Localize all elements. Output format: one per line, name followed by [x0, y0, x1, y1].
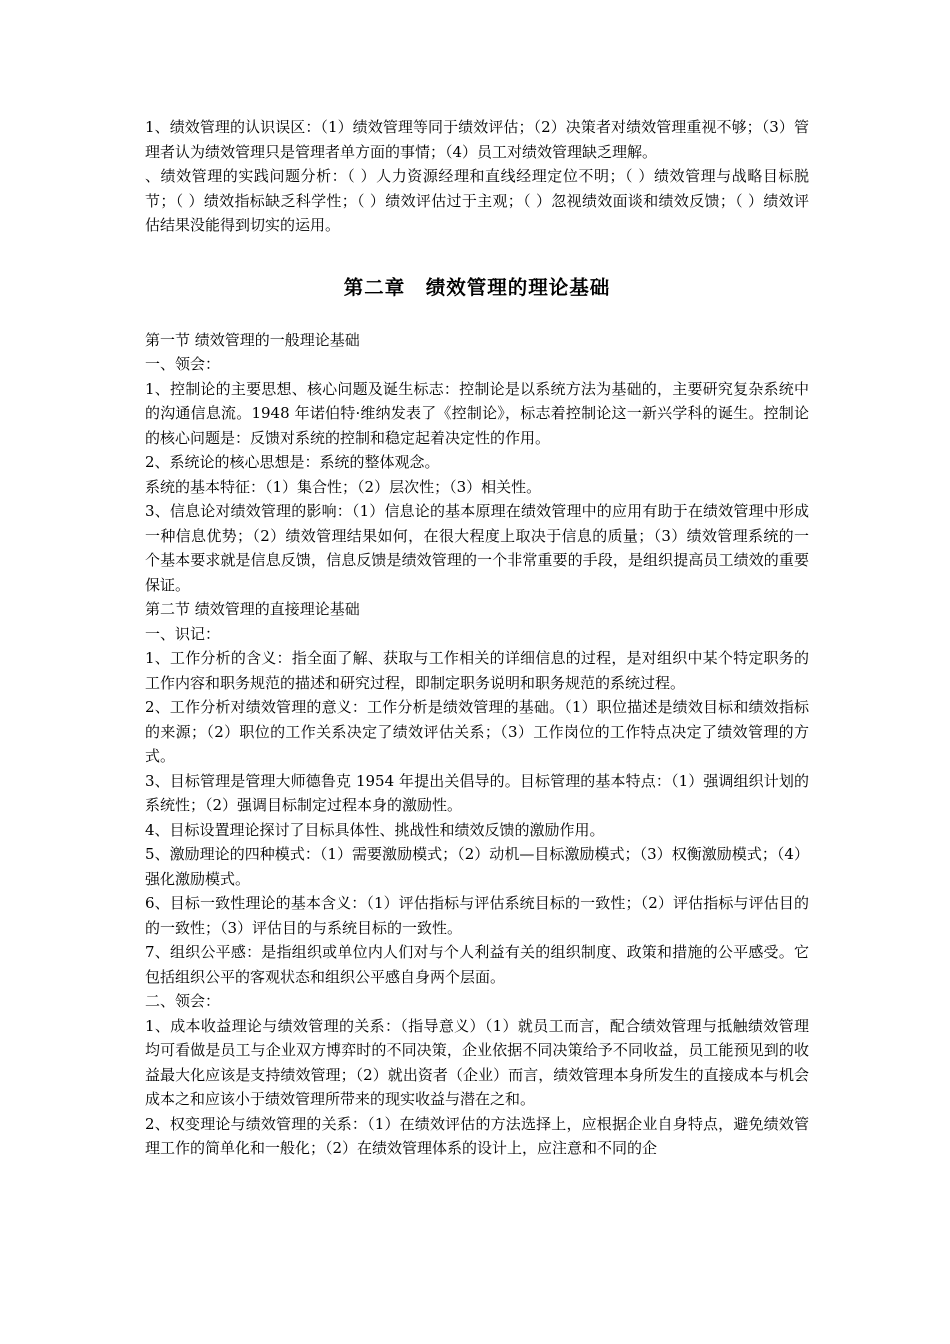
- chapter-title: 第二章 绩效管理的理论基础: [343, 275, 611, 299]
- paragraph: 4、目标设置理论探讨了目标具体性、挑战性和绩效反馈的激励作用。: [145, 820, 605, 839]
- section-title: 第二节 绩效管理的直接理论基础: [145, 600, 360, 618]
- paragraph: 2、系统论的核心思想是：系统的整体观念。: [145, 453, 440, 471]
- paragraph: 1、绩效管理的认识误区：（1）绩效管理等同于绩效评估；（2）决策者对绩效管理重视不够；（3）管理者认为绩效管理只是管理者单方面的事情；（4）员工对绩效管理缺乏理解。: [145, 118, 809, 161]
- paragraph: 2、工作分析对绩效管理的意义：工作分析是绩效管理的基础。（1）职位描述是绩效目标和绩效指标的来源；（2）职位的工作关系决定了绩效评估关系；（3）工作岗位的工作特点决定了绩效管理的方式。: [145, 698, 809, 765]
- paragraph: 6、目标一致性理论的基本含义：（1）评估指标与评估系统目标的一致性；（2）评估指标与评估目的的一致性；（3）评估目的与系统目标的一致性。: [145, 894, 809, 937]
- subsection-heading: 二、领会：: [145, 992, 221, 1010]
- paragraph: 1、成本收益理论与绩效管理的关系：（指导意义）（1）就员工而言，配合绩效管理与抵触绩效管理均可看做是员工与企业双方博弈时的不同决策，企业依据不同决策给予不同收益，员工能预见到的收益最大化应该是支持绩效管理；（2）就出资者（企业）而言，绩效管理本身所发生的直接成本与机会成本之和应该小于绩效管理所带来的现实收益与潜在之和。: [145, 1016, 809, 1108]
- paragraph: 3、信息论对绩效管理的影响：（1）信息论的基本原理在绩效管理中的应用有助于在绩效管理中形成一种信息优势；（2）绩效管理结果如何，在很大程度上取决于信息的质量；（3）绩效管理系统的一个基本要求就是信息反馈，信息反馈是绩效管理的一个非常重要的手段，是组织提高员工绩效的重要保证。: [145, 502, 809, 594]
- subsection-heading: 一、识记：: [145, 624, 221, 643]
- document-body: [145, 115, 809, 1161]
- paragraph: 3、目标管理是管理大师德鲁克 1954 年提出关倡导的。目标管理的基本特点：（1）强调组织计划的系统性；（2）强调目标制定过程本身的激励性。: [145, 771, 809, 814]
- subsection-heading: 一、领会：: [145, 355, 221, 373]
- paragraph: 、绩效管理的实践问题分析：（ ）人力资源经理和直线经理定位不明；（ ）绩效管理与战略目标脱节；（ ）绩效指标缺乏科学性；（ ）绩效评估过于主观；（ ）忽视绩效面谈和绩效反馈；（ ）绩效评估结果没能得到切实的运用。: [145, 167, 809, 234]
- paragraph: 7、组织公平感：是指组织或单位内人们对与个人利益有关的组织制度、政策和措施的公平感受。它包括组织公平的客观状态和组织公平感自身两个层面。: [145, 943, 809, 986]
- section-title: 第一节 绩效管理的一般理论基础: [145, 330, 360, 349]
- paragraph: 1、工作分析的含义：指全面了解、获取与工作相关的详细信息的过程，是对组织中某个特定职务的工作内容和职务规范的描述和研究过程，即制定职务说明和职务规范的系统过程。: [145, 649, 809, 692]
- paragraph: 5、激励理论的四种模式：（1）需要激励模式；（2）动机—目标激励模式；（3）权衡激励模式；（4）强化激励模式。: [145, 845, 809, 888]
- paragraph: 系统的基本特征：（1）集合性；（2）层次性；（3）相关性。: [145, 477, 542, 496]
- paragraph: 2、权变理论与绩效管理的关系：（1）在绩效评估的方法选择上，应根据企业自身特点，避免绩效管理工作的简单化和一般化；（2）在绩效管理体系的设计上，应注意和不同的企: [145, 1114, 809, 1157]
- paragraph: 1、控制论的主要思想、核心问题及诞生标志：控制论是以系统方法为基础的，主要研究复杂系统中的沟通信息流。1948 年诺伯特·维纳发表了《控制论》，标志着控制论这一新兴学科的诞生。控制论的核心问题是：反馈对系统的控制和稳定起着决定性的作用。: [145, 379, 809, 447]
